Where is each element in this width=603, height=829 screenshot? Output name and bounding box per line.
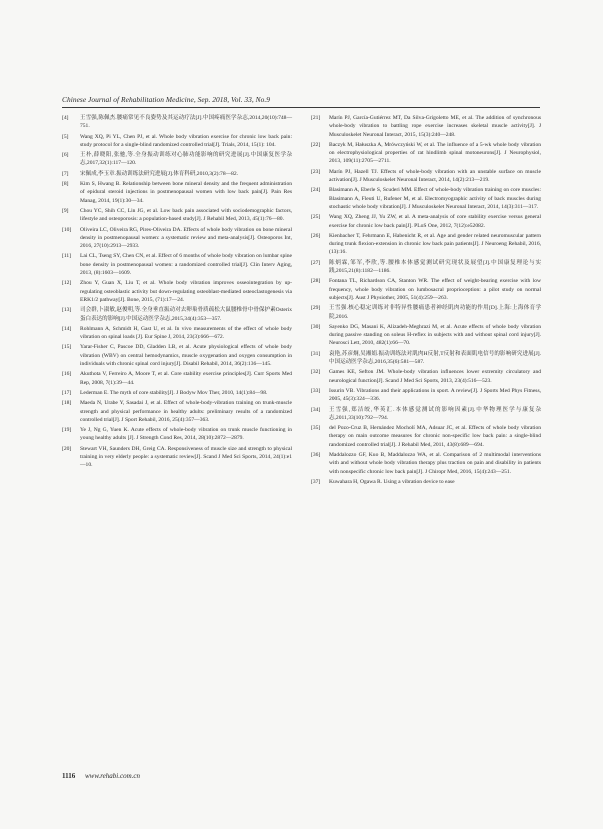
reference-text: Fontana TL, Richardson CA, Stanton WR. The effect of weight-bearing exercise with low frequency, whole body vibration on lumbosacral proprioception: a pilot study on normal subjects[J]. Aust J Physiother, 2005, 51(4):259—263. <box>329 278 541 301</box>
reference-item <box>311 168 541 185</box>
journal-url: www.rehabi.com.cn <box>84 772 141 780</box>
reference-text: Wang XQ, Pi YL, Chen PJ, et al. Whole body vibration exercise for chronic low back pain: study protocol for a single-blind randomized controlled trial[J]. Trials, 2014, 15(1): 104. <box>80 133 292 148</box>
reference-number: [35] <box>311 425 321 432</box>
reference-text: Baczyk M, Hałuszka A, Mrówczyński W, et al. The influence of a 5-wk whole body vibration on electrophysiological properties of rat hindlimb spinal motoneurons[J]. J Neurophysiol, 2013, 109(11):2705—2711. <box>329 141 541 165</box>
reference-text: Yarar-Fisher C, Pascoe DD, Gladden LB, et al. Acute physiological effects of whole body vibration (WBV) on central hemodynamics, muscle oxygenation and oxygen consumption in individuals with chronic spinal cord injury[J]. Disabil Rehabil, 2014, 36(2):136—145. <box>80 344 292 368</box>
reference-item <box>62 252 292 277</box>
reference-number: [8] <box>62 181 69 188</box>
page-footer <box>62 772 140 780</box>
reference-text: Issurin VB. Vibrations and their applications in sport. A review[J]. J Sports Med Phys Fitness, 2005, 45(3):324—336. <box>329 387 541 403</box>
reference-text: Maddalozzo GF, Kuo B, Maddalozzo WA, et al. Comparison of 2 multimodal interventions with and without whole body vibration therapy plus traction on pain and disability in patients with nonspecific chronic low back pain[J]. J Chiropr Med, 2016, 15(4):243—251. <box>329 451 541 475</box>
reference-item <box>311 424 541 449</box>
reference-item <box>311 304 541 321</box>
reference-number: [18] <box>62 400 72 407</box>
reference-text: Zhou Y, Guan X, Liu T, et al. Whole body vibration improves osseointegration by up-regulating osteoblastic activity but down-regulating osteoblast-mediated osteoclastogenesis via ERK1/2 pathway[J]. Bone, 2015, (71):17—24. <box>80 280 292 303</box>
reference-text: del Pozo-Cruz B, Hernández Mocholí MA, Adsuar JC, et al. Effects of whole body vibration therapy on main outcome measures for chronic non-specific low back pain: a single-blind randomized controlled trial[J]. J Rehabil Med, 2011, 43(8):689—694. <box>329 425 541 448</box>
reference-number: [4] <box>62 115 69 121</box>
reference-number: [24] <box>311 187 321 194</box>
reference-text: Stewart VH, Saunders DH, Greig CA. Responsiveness of muscle size and strength to physical training in very elderly people: a systematic review[J]. Scand J Med Sci Sports, 2014, 24(1):e1—10. <box>80 445 292 469</box>
reference-item <box>62 180 292 205</box>
reference-number: [29] <box>311 305 321 312</box>
reference-number: [22] <box>311 141 321 148</box>
reference-number: [16] <box>62 371 72 378</box>
reference-item <box>311 186 541 211</box>
reference-text: 司会群,卜淑敏,赵俊明,等.全身垂直振动对去卵巢骨质疏松大鼠腰椎骨中骨保护素Osterix蛋白表达的影响[J].中国运动医学杂志,2015,34(4):353—357. <box>80 307 292 322</box>
reference-number: [20] <box>62 445 72 452</box>
reference-text: Lai CL, Tseng SY, Chen CN, et al. Effect of 6 months of whole body vibration on lumbar spine bone density in postmenopausal women: a randomized controlled trial[J]. Clin Interv Aging, 2013, (8):1603—1609. <box>80 253 292 277</box>
reference-number: [7] <box>62 170 69 177</box>
reference-item <box>62 343 292 368</box>
reference-text: Chou YC, Shih CC, Lin JG, et al. Low back pain associated with sociodemographic factors, lifestyle and osteoporosis: a population-based study[J]. J Rehabil Med, 2013, 45(1):76—80. <box>80 207 292 223</box>
reference-number: [23] <box>311 168 321 175</box>
reference-item <box>62 114 292 131</box>
reference-number: [5] <box>62 133 69 140</box>
reference-text: Maeda N, Urabe Y, Sasadai J, et al. Effect of whole-body-vibration training on trunk-muscle strength and physical performance in healthy adults: preliminary results of a randomized controlled trial[J]. J Sport Rehabil, 2016, 25(4):357—363. <box>80 400 292 423</box>
reference-number: [33] <box>311 387 321 394</box>
reference-item <box>62 207 292 224</box>
reference-text: 陈炳霖,邹军,李欣,等.腰椎本体感觉测试研究现状及展望[J].中国康复理论与实践,2015,21(8):1182—1186. <box>329 259 541 275</box>
reference-number: [6] <box>62 152 69 159</box>
reference-text: Marín PJ, Hazell TJ. Effects of whole-body vibration with an unstable surface on muscle activation[J]. J Musculoskelet Neuronal Interact, 2014, 14(2):213—219. <box>329 168 541 184</box>
reference-number: [21] <box>311 115 321 121</box>
reference-item <box>311 114 541 139</box>
reference-item <box>62 170 292 178</box>
reference-text: 王雪强.核心稳定训练对非特异性腰痛患者神经肌肉功能的作用[D].上海:上海体育学院,2016. <box>329 305 541 320</box>
reference-number: [26] <box>311 232 321 239</box>
reference-text: Kienbacher T, Fehrmann E, Habenicht R, et al. Age and gender related neuromuscular pattern during trunk flexion-extension in chronic low back pain patients[J]. J Neuroeng Rehabil, 2016, (13):16. <box>329 232 541 256</box>
reference-item <box>311 141 541 166</box>
reference-number: [27] <box>311 259 321 266</box>
reference-item <box>311 406 541 423</box>
reference-item <box>311 451 541 476</box>
reference-number: [31] <box>311 350 321 357</box>
reference-item <box>62 445 292 470</box>
reference-text: Lederman E. The myth of core stability[J]. J Bodyw Mov Ther, 2010, 14(1):84—98. <box>80 389 268 396</box>
reference-item <box>62 399 292 424</box>
reference-number: [12] <box>62 280 72 287</box>
reference-item <box>311 387 541 404</box>
reference-number: [9] <box>62 207 69 214</box>
reference-item <box>62 226 292 251</box>
reference-number: [11] <box>62 253 72 260</box>
reference-text: Oliveira LC, Oliveira RG, Pires-Oliveira DA. Effects of whole body vibration on bone mineral density in postmenopausal women: a systematic review and meta-analysis[J]. Osteoporos Int, 2016, 27(10):2913—2933. <box>80 226 292 250</box>
reference-text: 袁艳,苏彦炯,吴湘娟.振动训练法对肌肉H反射,T反射和表面肌电信号的影响研究进展[J].中国运动医学杂志,2016,35(6):581—587. <box>329 350 541 366</box>
references-left-column <box>62 114 292 472</box>
reference-item <box>311 277 541 302</box>
reference-item <box>62 133 292 150</box>
reference-item <box>311 478 541 486</box>
reference-text: 王雪强,郑洁皎,华英汇.本体感觉测试的影响因素[J].中华物理医学与康复杂志,2011,33(10):792—794. <box>329 406 541 421</box>
reference-item <box>311 232 541 257</box>
reference-text: Blasimann A, Eberle S, Scuderi MM. Effect of whole-body vibration training on core muscles: Blasimann A, Fleuti U, Rufener M, et al. Electromyographic activity of back muscles during stochastic whole body vibration[J]. J Musculoskelet Neuronal Interact, 2014, 14(3):311—317. <box>329 187 541 210</box>
running-head: Chinese Journal of Rehabilitation Medicine, Sep. 2018, Vol. 33, No.9 <box>62 95 271 104</box>
header-rule <box>62 107 540 108</box>
reference-number: [30] <box>311 323 321 330</box>
reference-item <box>62 151 292 168</box>
reference-item <box>62 426 292 443</box>
reference-text: Kuwahara H, Ogawa R. Using a vibration device to ease <box>329 478 455 485</box>
reference-item <box>311 213 541 230</box>
reference-number: [15] <box>62 344 72 351</box>
reference-number: [19] <box>62 427 72 434</box>
reference-number: [13] <box>62 307 72 314</box>
reference-text: Marín PJ, García-Gutiérrez MT, Da Silva-Grigoletto ME, et al. The addition of synchronous whole-body vibration to battling rope exercise increases skeletal muscle activity[J]. J Musculoskelet Neuronal Interact, 2015, 15(3):240—248. <box>329 115 541 138</box>
reference-number: [36] <box>311 451 321 458</box>
references-right-column <box>311 114 541 488</box>
reference-number: [14] <box>62 325 72 332</box>
reference-text: 宋佩成,李玉章.振动训练法研究进展[J].体育科研,2010,3(2):78—82. <box>80 170 239 177</box>
reference-text: 王朴,薛晓阳,张驰,等.全身振动训练对心肺功能影响的研究进展[J].中国康复医学杂志,2017,32(1):117—120. <box>80 152 292 167</box>
reference-text: Games KE, Sefton JM. Whole-body vibration influences lower extremity circulatory and neurological function[J]. Scand J Med Sci Sports, 2013, 23(4):516—523. <box>329 369 541 384</box>
reference-item <box>311 350 541 367</box>
reference-number: [37] <box>311 478 321 485</box>
reference-text: 王雪强,陈佩杰.腰痛常见不良姿势及其运动疗法[J].中国疼痛医学杂志,2014,20(10):748—751. <box>80 115 292 130</box>
reference-text: Akuthota V, Ferreiro A, Moore T, et al. Core stability exercise principles[J]. Curr Sports Med Rep, 2008, 7(1):39—44. <box>80 371 292 386</box>
reference-item <box>62 389 292 397</box>
reference-text: Kim S, Hwang B. Relationship between bone mineral density and the frequent administration of epidural steroid injections in postmenopausal women with low back pain[J]. Pain Res Manag, 2014, 19(1):30—34. <box>80 181 292 204</box>
reference-number: [17] <box>62 389 72 396</box>
reference-item <box>311 368 541 385</box>
reference-text: Wang XQ, Zheng JJ, Yu ZW, et al. A meta-analysis of core stability exercise versus general exercise for chronic low back pain[J]. PLoS One, 2012, 7(12):e52082. <box>329 214 541 229</box>
reference-item <box>62 325 292 342</box>
reference-number: [10] <box>62 226 72 233</box>
reference-text: Sayenko DG, Masani K, Alizadeh-Meghrazi M, et al. Acute effects of whole body vibration during passive standing on soleus H-reflex in subjects with and without spinal cord injury[J]. Neurosci Lett, 2010, 482(1):66—70. <box>329 323 541 347</box>
reference-text: Rohlmann A, Schmidt H, Gast U, et al. In vivo measurements of the effect of whole body vibration on spinal loads [J]. Eur Spine J, 2014, 23(3):666—672. <box>80 325 292 341</box>
reference-item <box>311 323 541 348</box>
reference-number: [32] <box>311 369 321 376</box>
reference-item <box>62 279 292 304</box>
reference-item <box>62 306 292 323</box>
reference-item <box>62 370 292 387</box>
reference-item <box>311 259 541 276</box>
reference-number: [28] <box>311 278 321 285</box>
reference-text: Ye J, Ng G, Yuen K. Acute effects of whole-body vibration on trunk muscle functioning in young healthy adults [J]. J Strength Cond Res, 2014, 28(10):2872—2879. <box>80 427 292 442</box>
reference-number: [25] <box>311 214 321 221</box>
page-number: 1116 <box>62 772 76 780</box>
reference-number: [34] <box>311 406 321 413</box>
